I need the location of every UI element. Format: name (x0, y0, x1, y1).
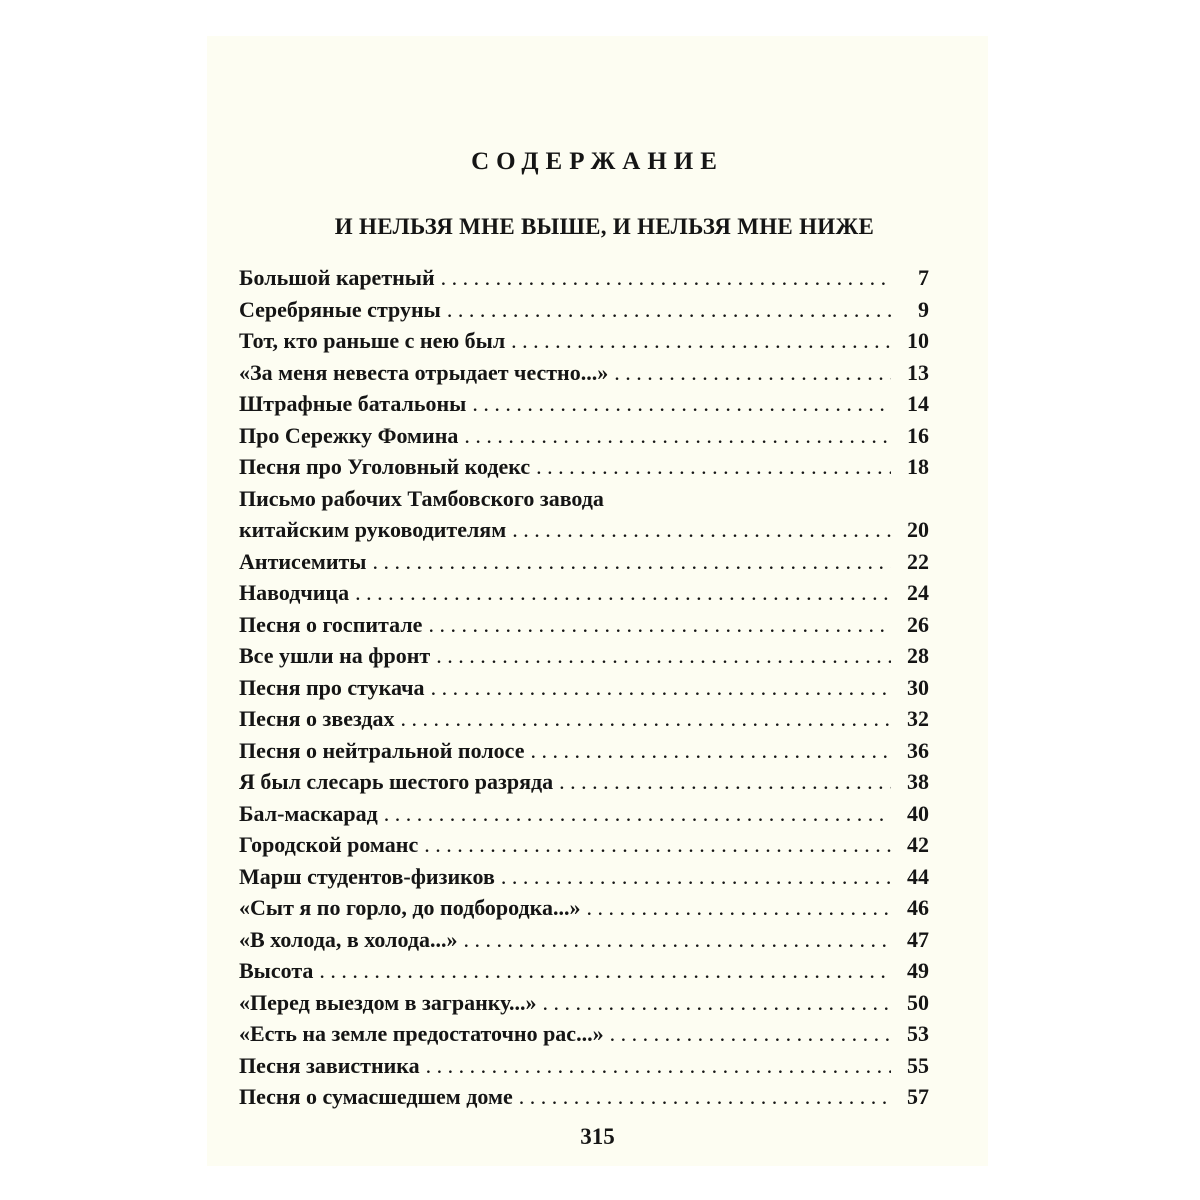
toc-entry (239, 987, 929, 1019)
toc-entry (239, 703, 929, 735)
toc-entry (239, 483, 929, 546)
dot-leader (530, 451, 891, 483)
dot-leader (349, 577, 891, 609)
toc-entry-title: Песня о нейтральной полосе (239, 737, 525, 763)
toc-entry-page: 44 (907, 863, 929, 889)
toc-entry-page: 57 (907, 1084, 929, 1109)
toc-entry-title: «За меня невеста отрыдает честно...» (239, 359, 609, 385)
toc-entry-page: 24 (907, 580, 929, 605)
dot-leader (553, 766, 891, 798)
toc-entry (239, 262, 929, 294)
toc-entry-title: Песня про стукача (239, 674, 425, 700)
toc-entry-page: 55 (907, 1052, 929, 1078)
toc-entry-page: 46 (907, 895, 929, 920)
toc-entry (239, 672, 929, 704)
toc-entry-title: Песня о сумасшедшем доме (239, 1084, 513, 1109)
toc-entry-title: Про Сережку Фомина (239, 422, 459, 448)
toc-entry (239, 546, 929, 578)
toc-entry-title: «Есть на земле предостаточно рас...» (239, 1021, 604, 1046)
dot-leader (524, 735, 891, 767)
toc-entry-page: 7 (918, 265, 929, 290)
toc-entry-page: 9 (918, 296, 929, 322)
dot-leader (435, 262, 891, 294)
toc-entry-title: Штрафные батальоны (239, 391, 467, 416)
toc-entry (239, 1018, 929, 1050)
toc-entry-page: 47 (907, 926, 929, 952)
toc-entry-title: Тот, кто раньше с нею был (239, 328, 506, 353)
toc-entry-title: Бал-маскарад (239, 800, 378, 826)
dot-leader (367, 546, 892, 578)
table-of-contents (239, 262, 929, 1113)
toc-entry-page: 28 (907, 643, 929, 668)
book-page (207, 36, 988, 1166)
toc-entry-title: Песня о звездах (239, 706, 395, 731)
dot-leader (395, 703, 891, 735)
dot-leader (441, 294, 891, 326)
dot-leader (581, 892, 891, 924)
toc-entry-page: 10 (907, 328, 929, 353)
toc-entry-page: 14 (907, 391, 929, 416)
toc-entry-page: 13 (907, 359, 929, 385)
toc-entry (239, 735, 929, 767)
toc-entry-page: 20 (907, 517, 929, 542)
toc-entry-title: Серебряные струны (239, 296, 441, 322)
toc-entry-title: Марш студентов-физиков (239, 863, 495, 889)
toc-entry (239, 1050, 929, 1082)
toc-entry (239, 861, 929, 893)
dot-leader (604, 1018, 891, 1050)
toc-entry-title: «В холода, в холода...» (239, 926, 458, 952)
dot-leader (536, 987, 891, 1019)
page-title: СОДЕРЖАНИЕ (471, 148, 724, 175)
dot-leader (313, 955, 891, 987)
toc-entry (239, 325, 929, 357)
dot-leader (418, 829, 891, 861)
dot-leader (505, 325, 891, 357)
toc-entry-title: Городской романс (239, 832, 419, 857)
toc-entry-page: 26 (907, 611, 929, 637)
toc-entry-title: китайским руководителям (239, 517, 507, 542)
toc-entry (239, 294, 929, 326)
dot-leader (458, 420, 891, 452)
toc-entry (239, 766, 929, 798)
toc-entry-page: 53 (907, 1021, 929, 1046)
toc-entry-title: Все ушли на фронт (239, 643, 431, 668)
toc-entry (239, 609, 929, 641)
toc-entry-title: Антисемиты (239, 548, 367, 574)
section-title: И НЕЛЬЗЯ МНЕ ВЫШЕ, И НЕЛЬЗЯ МНЕ НИЖЕ (334, 214, 875, 239)
toc-entry-page: 32 (907, 706, 929, 731)
toc-entry (239, 388, 929, 420)
toc-entry (239, 357, 929, 389)
toc-entry (239, 924, 929, 956)
toc-entry-page: 22 (907, 548, 929, 574)
toc-entry (239, 892, 929, 924)
toc-entry (239, 955, 929, 987)
dot-leader (422, 609, 891, 641)
toc-entry-title: «Сыт я по горло, до подбородка...» (239, 895, 581, 920)
dot-leader (378, 798, 891, 830)
toc-entry-page: 42 (907, 832, 929, 857)
toc-entry (239, 640, 929, 672)
toc-entry (239, 1081, 929, 1113)
toc-entry (239, 420, 929, 452)
toc-entry-title-line1: Письмо рабочих Тамбовского завода (239, 485, 604, 511)
toc-entry-page: 40 (907, 800, 929, 826)
dot-leader (513, 1081, 891, 1113)
toc-entry-title: Большой каретный (239, 265, 435, 290)
dot-leader (608, 357, 891, 389)
dot-leader (457, 924, 891, 956)
toc-entry-title: «Перед выездом в загранку...» (239, 989, 537, 1015)
dot-leader (425, 672, 891, 704)
toc-entry-title: Песня завистника (239, 1052, 420, 1078)
dot-leader (495, 861, 891, 893)
toc-entry (239, 829, 929, 861)
page-number: 315 (580, 1124, 615, 1149)
toc-entry-page: 30 (907, 674, 929, 700)
toc-entry-title: Песня про Уголовный кодекс (239, 454, 531, 479)
dot-leader (420, 1050, 891, 1082)
toc-entry-page: 16 (907, 422, 929, 448)
toc-entry-title: Наводчица (239, 580, 350, 605)
dot-leader (430, 640, 891, 672)
toc-entry (239, 451, 929, 483)
dot-leader (506, 514, 891, 546)
toc-entry-page: 18 (907, 454, 929, 479)
toc-entry-title: Высота (239, 958, 314, 983)
dot-leader (466, 388, 891, 420)
toc-entry-title: Песня о госпитале (239, 611, 423, 637)
toc-entry-page: 49 (907, 958, 929, 983)
toc-entry-page: 50 (907, 989, 929, 1015)
toc-entry-page: 36 (907, 737, 929, 763)
toc-entry-page: 38 (907, 769, 929, 794)
toc-entry-title: Я был слесарь шестого разряда (239, 769, 554, 794)
toc-entry (239, 798, 929, 830)
toc-entry (239, 577, 929, 609)
